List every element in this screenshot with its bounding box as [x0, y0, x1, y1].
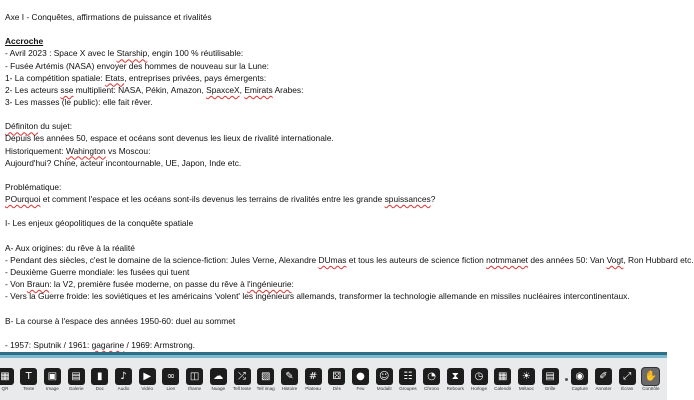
qr-icon: ▦: [0, 368, 14, 385]
tool-label: Tell imag: [256, 386, 275, 391]
tool-gallery-button[interactable]: [64, 368, 88, 398]
tool-label: Tell texte: [232, 386, 252, 391]
control-icon: ✋: [642, 368, 659, 385]
misspelled-word: Starship: [116, 48, 148, 59]
tool-grid-button[interactable]: [301, 368, 325, 398]
text-run: A- Aux origines: du rêve à la réalité: [5, 242, 135, 253]
text-run: Aujourd'hui? Chine, acteur incontournable, UE, Japon, Inde etc.: [5, 157, 242, 168]
document-line: [5, 290, 665, 302]
misspelled-word: POurquoi: [5, 194, 41, 205]
document-line: [5, 60, 665, 72]
tool-qr-button[interactable]: [0, 368, 17, 398]
video-icon: ▶: [139, 368, 156, 385]
tool-label: Plateau: [305, 386, 321, 391]
tool-label: Vidéo: [141, 386, 154, 391]
tool-cloud-button[interactable]: [206, 368, 230, 398]
document-line: [5, 72, 665, 84]
misspelled-word: sse: [60, 84, 74, 95]
dice-icon: ⚄: [328, 368, 345, 385]
misspelled-word: l'ingénieurie: [247, 279, 292, 290]
bottom-toolbar: [0, 358, 667, 400]
weather-icon: ☀: [518, 368, 535, 385]
tool-label: Groupes: [399, 386, 417, 391]
tool-annotate-button[interactable]: [592, 368, 616, 398]
modality-icon: ☺: [376, 368, 393, 385]
document-line: [5, 339, 665, 351]
annotate-icon: ✐: [595, 368, 612, 385]
cloud-icon: ☁: [210, 368, 227, 385]
text-run: I- Les enjeux géopolitiques de la conquête spatiale: [5, 218, 194, 229]
traffic-light-icon: ●: [352, 368, 369, 385]
text-run: : la V2, première fusée moderne, on passe du rêve à: [49, 279, 248, 290]
misspelled-word: spuissances: [384, 194, 431, 205]
text-run: - Vers la Guerre froide: les soviétiques et les américains 'volent' les ingénieurs allemands, transformer la technologie allemande en missiles nucléaires intercontinentaux.: [5, 291, 630, 302]
document-line: [5, 315, 665, 327]
tool-story-button[interactable]: [277, 368, 301, 398]
document-line: [5, 23, 665, 35]
document-line: [5, 242, 665, 254]
stopwatch-icon: ◔: [423, 368, 440, 385]
tool-image-stack-button[interactable]: [254, 368, 278, 398]
tool-label: Texte: [23, 386, 35, 391]
capture-icon: ◉: [571, 368, 588, 385]
tool-label: QR: [1, 386, 9, 391]
misspelled-word: gagarine: [91, 339, 125, 350]
misspelled-word: Wahington: [65, 145, 106, 156]
misspelled-word: Braun: [26, 279, 50, 290]
text-run: , engin 100 % réutilisable:: [147, 48, 244, 59]
text-run: 1- La compétition spatiale:: [5, 72, 106, 83]
link-icon: ∞: [162, 368, 179, 385]
document-line: [5, 278, 665, 290]
document-line: [5, 157, 665, 169]
misspelled-word: Etats: [105, 72, 125, 83]
text-run: et comment l'espace et les océans sont-ils devenus les terrains de rivalités entre les grande: [40, 194, 385, 205]
image-icon: ▣: [44, 368, 61, 385]
text-run: ,: [239, 84, 245, 95]
tool-label: Iframe: [188, 386, 202, 391]
text-run: / 1969: Armstrong.: [124, 339, 195, 350]
document-line: [5, 108, 665, 120]
tool-label: Galerie: [68, 386, 84, 391]
document-line: [5, 120, 665, 132]
tool-traffic-light-button[interactable]: [349, 368, 373, 398]
tool-calendar-button[interactable]: [491, 368, 515, 398]
tool-label: Annoter: [595, 386, 612, 391]
tool-groups-button[interactable]: [396, 368, 420, 398]
tool-label: Histoire: [281, 386, 298, 391]
text-run: Depuis les années 50, espace et océans sont devenus les lieux de rivalité internationale.: [5, 133, 334, 144]
table-icon: ▤: [542, 368, 559, 385]
tool-text-button[interactable]: [17, 368, 41, 398]
text-run: - Pendant des siècles, c'est le domaine de la science-fiction: Jules Verne, Alexandre: [5, 254, 319, 265]
document-line: [5, 217, 665, 229]
tool-modality-button[interactable]: [372, 368, 396, 398]
tool-capture-button[interactable]: [568, 368, 592, 398]
tool-clock-button[interactable]: [467, 368, 491, 398]
misspelled-word: Emirats: [244, 84, 273, 95]
text-run: Problématique:: [5, 181, 62, 192]
misspelled-word: DUmas: [318, 254, 347, 265]
text-run: - Avril 2023 : Space X avec le: [5, 48, 117, 59]
document-line: [5, 181, 665, 193]
misspelled-word: notmmanet: [486, 254, 529, 265]
story-icon: ✎: [281, 368, 298, 385]
tool-label: Modalit: [376, 386, 392, 391]
tool-label: Contrôle: [642, 386, 660, 391]
hourglass-icon: ⧗: [447, 368, 464, 385]
tool-label: Calendri: [494, 386, 512, 391]
document-line: [5, 132, 665, 144]
tool-audio-button[interactable]: [112, 368, 136, 398]
tool-label: Audio: [117, 386, 130, 391]
text-run: vs Moscou:: [105, 145, 151, 156]
text-run: 3- Les masses (le public): elle fait rêver.: [5, 96, 153, 107]
text-run: Historiquement:: [5, 145, 66, 156]
tool-label: Métaoc: [518, 386, 534, 391]
tool-label: Nuage: [211, 386, 226, 391]
document-line: [5, 266, 665, 278]
tool-table-button[interactable]: [538, 368, 562, 398]
document-line: [5, 230, 665, 242]
document-line: [5, 47, 665, 59]
tool-label: Lien: [166, 386, 176, 391]
tool-control-button[interactable]: [639, 368, 663, 398]
tool-video-button[interactable]: [135, 368, 159, 398]
text-run: - Fusée Artémis (NASA) envoyer des hommes de nouveau sur la Lune:: [5, 60, 269, 71]
tool-weather-button[interactable]: [514, 368, 538, 398]
misspelled-word: Vogt: [606, 254, 624, 265]
tool-dice-button[interactable]: [325, 368, 349, 398]
text-run: - Deuxième Guerre mondiale: les fusées qui tuent: [5, 266, 190, 277]
text-run: des années 50: Van: [528, 254, 607, 265]
tool-shuffle-button[interactable]: [230, 368, 254, 398]
misspelled-word: SpaxceX: [206, 84, 240, 95]
text-run: multiplient: NASA, Pékin, Amazon,: [73, 84, 207, 95]
text-run: Arabes:: [272, 84, 304, 95]
gallery-icon: ▤: [68, 368, 85, 385]
text-run: , entreprises privées, pays émergents:: [124, 72, 267, 83]
document-icon: ▮: [91, 368, 108, 385]
text-run: du sujet:: [38, 121, 73, 132]
text-run: 2- Les acteurs: [5, 84, 61, 95]
clock-icon: ◷: [471, 368, 488, 385]
document-line: [5, 254, 694, 266]
tool-label: Image: [46, 386, 59, 391]
tool-label: Écran: [621, 386, 634, 391]
text-run: - 1957: Sputnik / 1961:: [5, 339, 92, 350]
text-run: :: [291, 279, 294, 290]
document-line: [5, 327, 665, 339]
tool-iframe-button[interactable]: [183, 368, 207, 398]
document-line: [5, 205, 665, 217]
document-line: [5, 145, 665, 157]
document-line: [5, 84, 665, 96]
document-line: [5, 193, 665, 205]
tool-fullscreen-button[interactable]: [615, 368, 639, 398]
text-run: B- La course à l'espace des années 1950-60: duel au sommet: [5, 315, 236, 326]
tool-label: Horloge: [470, 386, 488, 391]
tool-document-button[interactable]: [88, 368, 112, 398]
document-line: [5, 169, 665, 181]
image-stack-icon: ▧: [257, 368, 274, 385]
tool-label: Feu: [356, 386, 365, 391]
tool-image-button[interactable]: [40, 368, 64, 398]
tool-label: Capture: [571, 386, 588, 391]
tool-label: Doc: [95, 386, 104, 391]
grid-icon: #: [305, 368, 322, 385]
shuffle-icon: ⤮: [234, 368, 251, 385]
document-line: [5, 96, 665, 108]
text-run: , Ron Hubbard etc.: [623, 254, 694, 265]
document-line: [5, 11, 665, 23]
iframe-icon: ◫: [186, 368, 203, 385]
audio-icon: ♪: [115, 368, 132, 385]
tool-label: Grille: [544, 386, 556, 391]
tool-label: Rebours: [446, 386, 464, 391]
text-run: Accroche: [5, 36, 44, 47]
misspelled-word: Définiton: [5, 121, 39, 132]
document-line: [5, 35, 665, 47]
text-run: ?: [430, 194, 436, 205]
text-run: Axe I - Conquêtes, affirmations de puissance et rivalités: [5, 12, 212, 22]
groups-icon: ☷: [399, 368, 416, 385]
text-icon: T: [20, 368, 37, 385]
tool-link-button[interactable]: [159, 368, 183, 398]
text-run: - Von: [5, 279, 27, 290]
tool-label: Dés: [332, 386, 341, 391]
document-body[interactable]: [5, 11, 694, 351]
fullscreen-icon: ⤢: [619, 368, 636, 385]
text-run: et tous les auteurs de science fiction: [346, 254, 487, 265]
tool-label: Chrono: [424, 386, 440, 391]
tool-hourglass-button[interactable]: [443, 368, 467, 398]
tool-stopwatch-button[interactable]: [420, 368, 444, 398]
document-line: [5, 302, 665, 314]
calendar-icon: ▦: [494, 368, 511, 385]
